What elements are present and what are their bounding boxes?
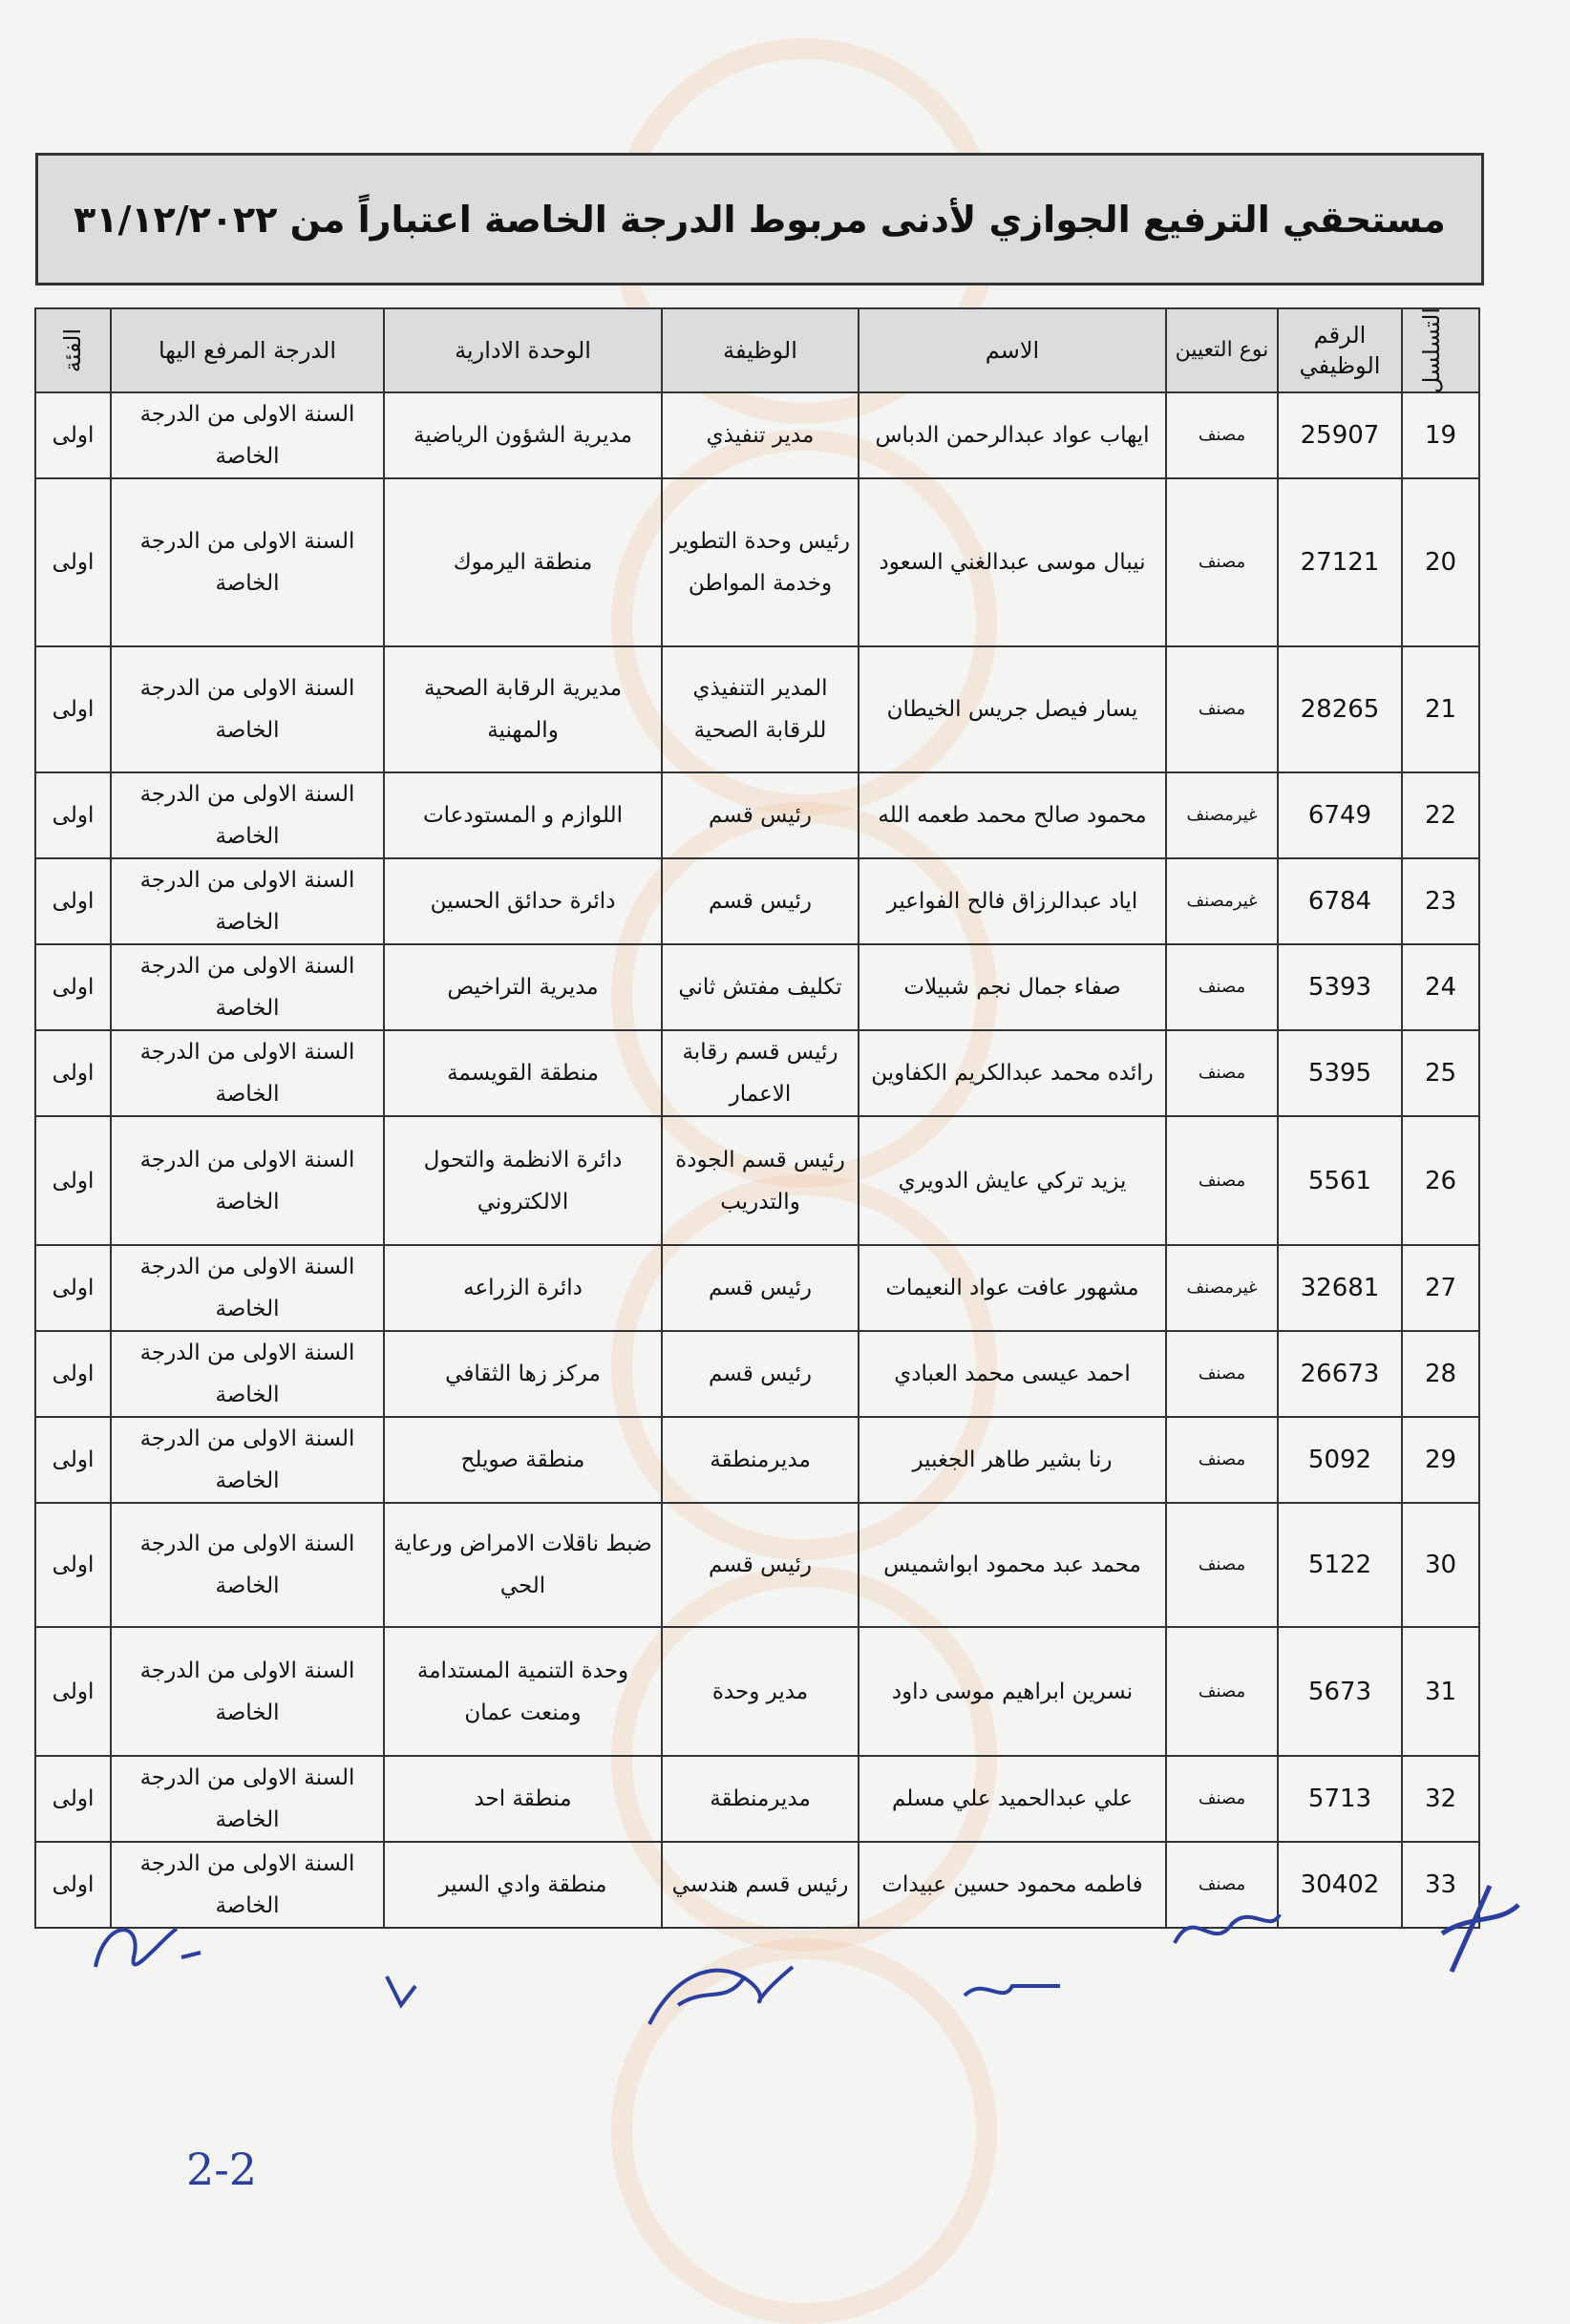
cell-name: رائده محمد عبدالكريم الكفاوين xyxy=(859,1030,1166,1116)
cell-emp-id: 5713 xyxy=(1278,1756,1402,1842)
cell-appointment-type: مصنف xyxy=(1166,944,1278,1030)
cell-seq: 20 xyxy=(1402,478,1479,646)
cell-job: مديرمنطقة xyxy=(662,1756,859,1842)
cell-grade: السنة الاولى من الدرجة الخاصة xyxy=(111,1245,384,1331)
cell-emp-id: 5395 xyxy=(1278,1030,1402,1116)
cell-appointment-type: غيرمصنف xyxy=(1166,772,1278,858)
cell-job: رئيس قسم رقابة الاعمار xyxy=(662,1030,859,1116)
cell-unit: منطقة صويلح xyxy=(384,1417,662,1503)
header-category-label: الفئة xyxy=(59,327,87,373)
cell-job: المدير التنفيذي للرقابة الصحية xyxy=(662,646,859,772)
page-number: 2-2 xyxy=(186,2144,258,2195)
cell-category: اولى xyxy=(35,646,111,772)
cell-emp-id: 25907 xyxy=(1278,392,1402,478)
cell-category: اولى xyxy=(35,858,111,944)
cell-unit: مديرية الشؤون الرياضية xyxy=(384,392,662,478)
cell-grade: السنة الاولى من الدرجة الخاصة xyxy=(111,392,384,478)
cell-grade: السنة الاولى من الدرجة الخاصة xyxy=(111,1503,384,1627)
cell-appointment-type: مصنف xyxy=(1166,392,1278,478)
cell-appointment-type: مصنف xyxy=(1166,1331,1278,1417)
table-row xyxy=(35,858,1479,944)
header-seq-label: التسلسل xyxy=(1417,306,1445,394)
cell-category: اولى xyxy=(35,772,111,858)
header-category xyxy=(35,308,111,392)
cell-job: رئيس قسم xyxy=(662,772,859,858)
cell-unit: منطقة اليرموك xyxy=(384,478,662,646)
cell-emp-id: 30402 xyxy=(1278,1842,1402,1928)
cell-category: اولى xyxy=(35,1331,111,1417)
cell-appointment-type: مصنف xyxy=(1166,478,1278,646)
cell-name: نسرين ابراهيم موسى داود xyxy=(859,1627,1166,1756)
table-row xyxy=(35,1331,1479,1417)
cell-unit: مركز زها الثقافي xyxy=(384,1331,662,1417)
cell-emp-id: 5092 xyxy=(1278,1417,1402,1503)
cell-job: مدير وحدة xyxy=(662,1627,859,1756)
cell-emp-id: 6749 xyxy=(1278,772,1402,858)
table-row xyxy=(35,646,1479,772)
table-row xyxy=(35,1030,1479,1116)
cell-category: اولى xyxy=(35,1503,111,1627)
table-row xyxy=(35,1116,1479,1245)
cell-unit: دائرة الزراعه xyxy=(384,1245,662,1331)
cell-grade: السنة الاولى من الدرجة الخاصة xyxy=(111,944,384,1030)
cell-category: اولى xyxy=(35,1245,111,1331)
cell-name: مشهور عافت عواد النعيمات xyxy=(859,1245,1166,1331)
cell-seq: 32 xyxy=(1402,1756,1479,1842)
cell-emp-id: 32681 xyxy=(1278,1245,1402,1331)
cell-name: احمد عيسى محمد العبادي xyxy=(859,1331,1166,1417)
header-appointment-type: نوع التعيين xyxy=(1166,308,1278,392)
cell-category: اولى xyxy=(35,1756,111,1842)
cell-seq: 30 xyxy=(1402,1503,1479,1627)
cell-job: رئيس قسم xyxy=(662,1503,859,1627)
cell-unit: مديرية التراخيص xyxy=(384,944,662,1030)
cell-unit: دائرة الانظمة والتحول الالكتروني xyxy=(384,1116,662,1245)
cell-name: صفاء جمال نجم شبيلات xyxy=(859,944,1166,1030)
cell-grade: السنة الاولى من الدرجة الخاصة xyxy=(111,646,384,772)
cell-name: رنا بشير طاهر الجغبير xyxy=(859,1417,1166,1503)
cell-unit: منطقة القويسمة xyxy=(384,1030,662,1116)
cell-unit: منطقة احد xyxy=(384,1756,662,1842)
cell-name: محمد عبد محمود ابواشميس xyxy=(859,1503,1166,1627)
header-name: الاسم xyxy=(859,308,1166,392)
cell-job: مديرمنطقة xyxy=(662,1417,859,1503)
table-row xyxy=(35,1503,1479,1627)
table-row xyxy=(35,1756,1479,1842)
cell-grade: السنة الاولى من الدرجة الخاصة xyxy=(111,1030,384,1116)
signature-1 xyxy=(86,1900,220,1996)
cell-appointment-type: مصنف xyxy=(1166,1116,1278,1245)
signature-6 xyxy=(1423,1876,1528,1981)
cell-emp-id: 5393 xyxy=(1278,944,1402,1030)
cell-appointment-type: مصنف xyxy=(1166,1756,1278,1842)
cell-name: محمود صالح محمد طعمه الله xyxy=(859,772,1166,858)
cell-name: يسار فيصل جريس الخيطان xyxy=(859,646,1166,772)
cell-grade: السنة الاولى من الدرجة الخاصة xyxy=(111,1331,384,1417)
cell-seq: 28 xyxy=(1402,1331,1479,1417)
cell-appointment-type: مصنف xyxy=(1166,1417,1278,1503)
cell-unit: منطقة وادي السير xyxy=(384,1842,662,1928)
cell-grade: السنة الاولى من الدرجة الخاصة xyxy=(111,1842,384,1928)
cell-seq: 29 xyxy=(1402,1417,1479,1503)
cell-grade: السنة الاولى من الدرجة الخاصة xyxy=(111,1116,384,1245)
cell-emp-id: 27121 xyxy=(1278,478,1402,646)
table-header-row xyxy=(35,308,1479,392)
cell-name: علي عبدالحميد علي مسلم xyxy=(859,1756,1166,1842)
cell-job: مدير تنفيذي xyxy=(662,392,859,478)
cell-seq: 33 xyxy=(1402,1842,1479,1928)
cell-name: نيبال موسى عبدالغني السعود xyxy=(859,478,1166,646)
cell-appointment-type: غيرمصنف xyxy=(1166,1245,1278,1331)
cell-category: اولى xyxy=(35,1842,111,1928)
cell-unit: مديرية الرقابة الصحية والمهنية xyxy=(384,646,662,772)
table-row xyxy=(35,392,1479,478)
cell-job: رئيس وحدة التطوير وخدمة المواطن xyxy=(662,478,859,646)
cell-emp-id: 5122 xyxy=(1278,1503,1402,1627)
cell-appointment-type: مصنف xyxy=(1166,646,1278,772)
cell-seq: 23 xyxy=(1402,858,1479,944)
cell-seq: 27 xyxy=(1402,1245,1479,1331)
cell-name: يزيد تركي عايش الدويري xyxy=(859,1116,1166,1245)
cell-emp-id: 6784 xyxy=(1278,858,1402,944)
cell-job: رئيس قسم xyxy=(662,858,859,944)
header-grade: الدرجة المرفع اليها xyxy=(111,308,384,392)
cell-appointment-type: مصنف xyxy=(1166,1842,1278,1928)
cell-unit: دائرة حدائق الحسين xyxy=(384,858,662,944)
table-row xyxy=(35,772,1479,858)
cell-name: اياد عبدالرزاق فالح الفواعير xyxy=(859,858,1166,944)
header-unit: الوحدة الادارية xyxy=(384,308,662,392)
cell-category: اولى xyxy=(35,392,111,478)
cell-grade: السنة الاولى من الدرجة الخاصة xyxy=(111,1627,384,1756)
cell-grade: السنة الاولى من الدرجة الخاصة xyxy=(111,1417,384,1503)
cell-grade: السنة الاولى من الدرجة الخاصة xyxy=(111,478,384,646)
header-seq xyxy=(1402,308,1479,392)
cell-name: فاطمه محمود حسين عبيدات xyxy=(859,1842,1166,1928)
cell-unit: وحدة التنمية المستدامة ومنعت عمان xyxy=(384,1627,662,1756)
cell-job: تكليف مفتش ثاني xyxy=(662,944,859,1030)
cell-seq: 19 xyxy=(1402,392,1479,478)
cell-category: اولى xyxy=(35,1627,111,1756)
cell-seq: 26 xyxy=(1402,1116,1479,1245)
cell-unit: ضبط ناقلات الامراض ورعاية الحي xyxy=(384,1503,662,1627)
header-job: الوظيفة xyxy=(662,308,859,392)
cell-seq: 31 xyxy=(1402,1627,1479,1756)
cell-appointment-type: غيرمصنف xyxy=(1166,858,1278,944)
table-row xyxy=(35,478,1479,646)
table-row xyxy=(35,1417,1479,1503)
cell-job: رئيس قسم xyxy=(662,1245,859,1331)
cell-name: ايهاب عواد عبدالرحمن الدباس xyxy=(859,392,1166,478)
cell-emp-id: 5561 xyxy=(1278,1116,1402,1245)
cell-grade: السنة الاولى من الدرجة الخاصة xyxy=(111,858,384,944)
signature-5 xyxy=(1165,1895,1289,1972)
table-row xyxy=(35,1245,1479,1331)
cell-job: رئيس قسم الجودة والتدريب xyxy=(662,1116,859,1245)
cell-seq: 24 xyxy=(1402,944,1479,1030)
signature-4 xyxy=(955,1967,1070,2015)
cell-grade: السنة الاولى من الدرجة الخاصة xyxy=(111,772,384,858)
cell-appointment-type: مصنف xyxy=(1166,1627,1278,1756)
cell-seq: 25 xyxy=(1402,1030,1479,1116)
cell-appointment-type: مصنف xyxy=(1166,1503,1278,1627)
cell-category: اولى xyxy=(35,1030,111,1116)
cell-unit: اللوازم و المستودعات xyxy=(384,772,662,858)
cell-appointment-type: مصنف xyxy=(1166,1030,1278,1116)
title-box xyxy=(35,153,1484,285)
table-row xyxy=(35,944,1479,1030)
cell-category: اولى xyxy=(35,1116,111,1245)
cell-emp-id: 26673 xyxy=(1278,1331,1402,1417)
cell-grade: السنة الاولى من الدرجة الخاصة xyxy=(111,1756,384,1842)
table-row xyxy=(35,1627,1479,1756)
cell-emp-id: 5673 xyxy=(1278,1627,1402,1756)
cell-job: رئيس قسم xyxy=(662,1331,859,1417)
cell-category: اولى xyxy=(35,478,111,646)
signature-3 xyxy=(640,1948,812,2043)
cell-job: رئيس قسم هندسي xyxy=(662,1842,859,1928)
cell-seq: 21 xyxy=(1402,646,1479,772)
page-title: مستحقي الترفيع الجوازي لأدنى مربوط الدرجة الخاصة اعتباراً من ٣١/١٢/٢٠٢٢ xyxy=(74,198,1446,241)
header-emp-id: الرقم الوظيفي xyxy=(1278,308,1402,392)
promotion-table xyxy=(34,307,1480,1929)
signature-2 xyxy=(377,1967,425,2015)
cell-emp-id: 28265 xyxy=(1278,646,1402,772)
cell-category: اولى xyxy=(35,1417,111,1503)
cell-seq: 22 xyxy=(1402,772,1479,858)
cell-category: اولى xyxy=(35,944,111,1030)
